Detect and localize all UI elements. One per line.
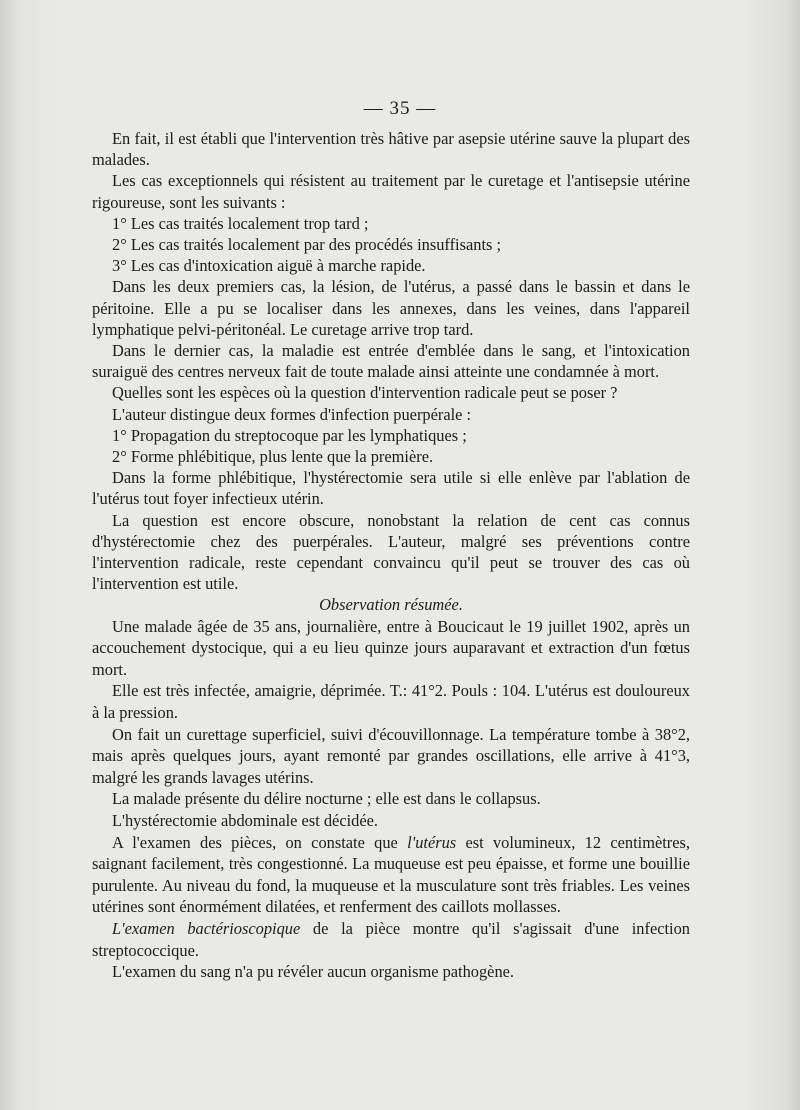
- text-run: A l'examen des pièces, on constate que: [112, 832, 408, 852]
- list-item: 3° Les cas d'intoxication aiguë à marche rapide.: [112, 256, 426, 276]
- list-item: 1° Les cas traités localement trop tard ;: [112, 213, 369, 233]
- list-item: 2° Les cas traités localement par des procédés insuffisants ;: [112, 235, 502, 255]
- italic-run: L'examen bactérioscopique: [112, 918, 301, 938]
- paragraph: Les cas exceptionnels qui résistent au traitement par le curetage et l'antisepsie utérine rigoureuse, sont les suivants :: [92, 171, 690, 212]
- paragraph: L'examen du sang n'a pu révéler aucun organisme pathogène.: [112, 962, 515, 982]
- body-text: [92, 128, 690, 983]
- paragraph: L'auteur distingue deux formes d'infection puerpérale :: [112, 404, 472, 424]
- paragraph-bacterio: [92, 918, 690, 961]
- paragraph: L'hystérectomie abdominale est décidée.: [112, 811, 379, 831]
- list-item: 1° Propagation du streptocoque par les lymphatiques ;: [112, 425, 467, 445]
- italic-run: l'utérus: [407, 832, 457, 852]
- paragraph: Elle est très infectée, amaigrie, déprimée. T.: 41°2. Pouls : 104. L'utérus est douloureux à la pression.: [92, 681, 690, 723]
- paragraph: Dans le dernier cas, la maladie est entrée d'emblée dans le sang, et l'intoxication suraiguë des centres nerveux fait de toute malade ainsi atteinte une condamnée à mort.: [92, 341, 690, 382]
- paragraph: Une malade âgée de 35 ans, journalière, entre à Boucicaut le 19 juillet 1902, après un accouchement dystocique, qui a eu lieu quinze jours auparavant et extraction d'un fœtus mort.: [92, 616, 690, 679]
- paragraph: La question est encore obscure, nonobstant la relation de cent cas connus d'hystérectomie chez des puerpérales. L'auteur, malgré ses préventions contre l'intervention radicale, reste cependant convaincu qu'il peut se trouver des cas où l'intervention est utile.: [92, 510, 690, 594]
- paragraph-exam: [92, 832, 690, 918]
- paragraph: Quelles sont les espèces où la question d'intervention radicale peut se poser ?: [112, 383, 618, 403]
- paragraph: Dans les deux premiers cas, la lésion, de l'utérus, a passé dans le bassin et dans le péritoine. Elle a pu se localiser dans les annexes, dans les veines, dans l'appareil lymphatique pelvi-péritonéal. Le curetage arrive trop tard.: [92, 277, 690, 339]
- page-number: — 35 —: [363, 98, 437, 119]
- paragraph: Dans la forme phlébitique, l'hystérectomie sera utile si elle enlève par l'ablation de l'utérus tout foyer infectieux utérin.: [92, 468, 690, 509]
- paragraph: On fait un curettage superficiel, suivi d'écouvillonnage. La température tombe à 38°2, mais après quelques jours, ayant remonté par grandes oscillations, elle arrive à 41°3, malgré les grands lavages utérins.: [92, 724, 690, 787]
- list-item: 2° Forme phlébitique, plus lente que la première.: [112, 447, 434, 467]
- paragraph: La malade présente du délire nocturne ; elle est dans le collapsus.: [112, 789, 541, 809]
- observation-section: [92, 616, 690, 983]
- text-run: est volumineux, 12 centimètres, saignant facilement, très congestionné. La muqueuse est peu épaisse, et forme une bouillie purulente. Au niveau du fond, la muqueuse et la musculature sont très friables. Les veines utérines sont énormément dilatées, et renferment des caillots mollasses.: [92, 832, 691, 917]
- section-heading: Observation résumée.: [319, 595, 463, 615]
- paragraph: En fait, il est établi que l'intervention très hâtive par asepsie utérine sauve la plupart des malades.: [92, 129, 690, 170]
- text-run: de la pièce montre qu'il s'agissait d'une infection streptococcique.: [92, 918, 690, 960]
